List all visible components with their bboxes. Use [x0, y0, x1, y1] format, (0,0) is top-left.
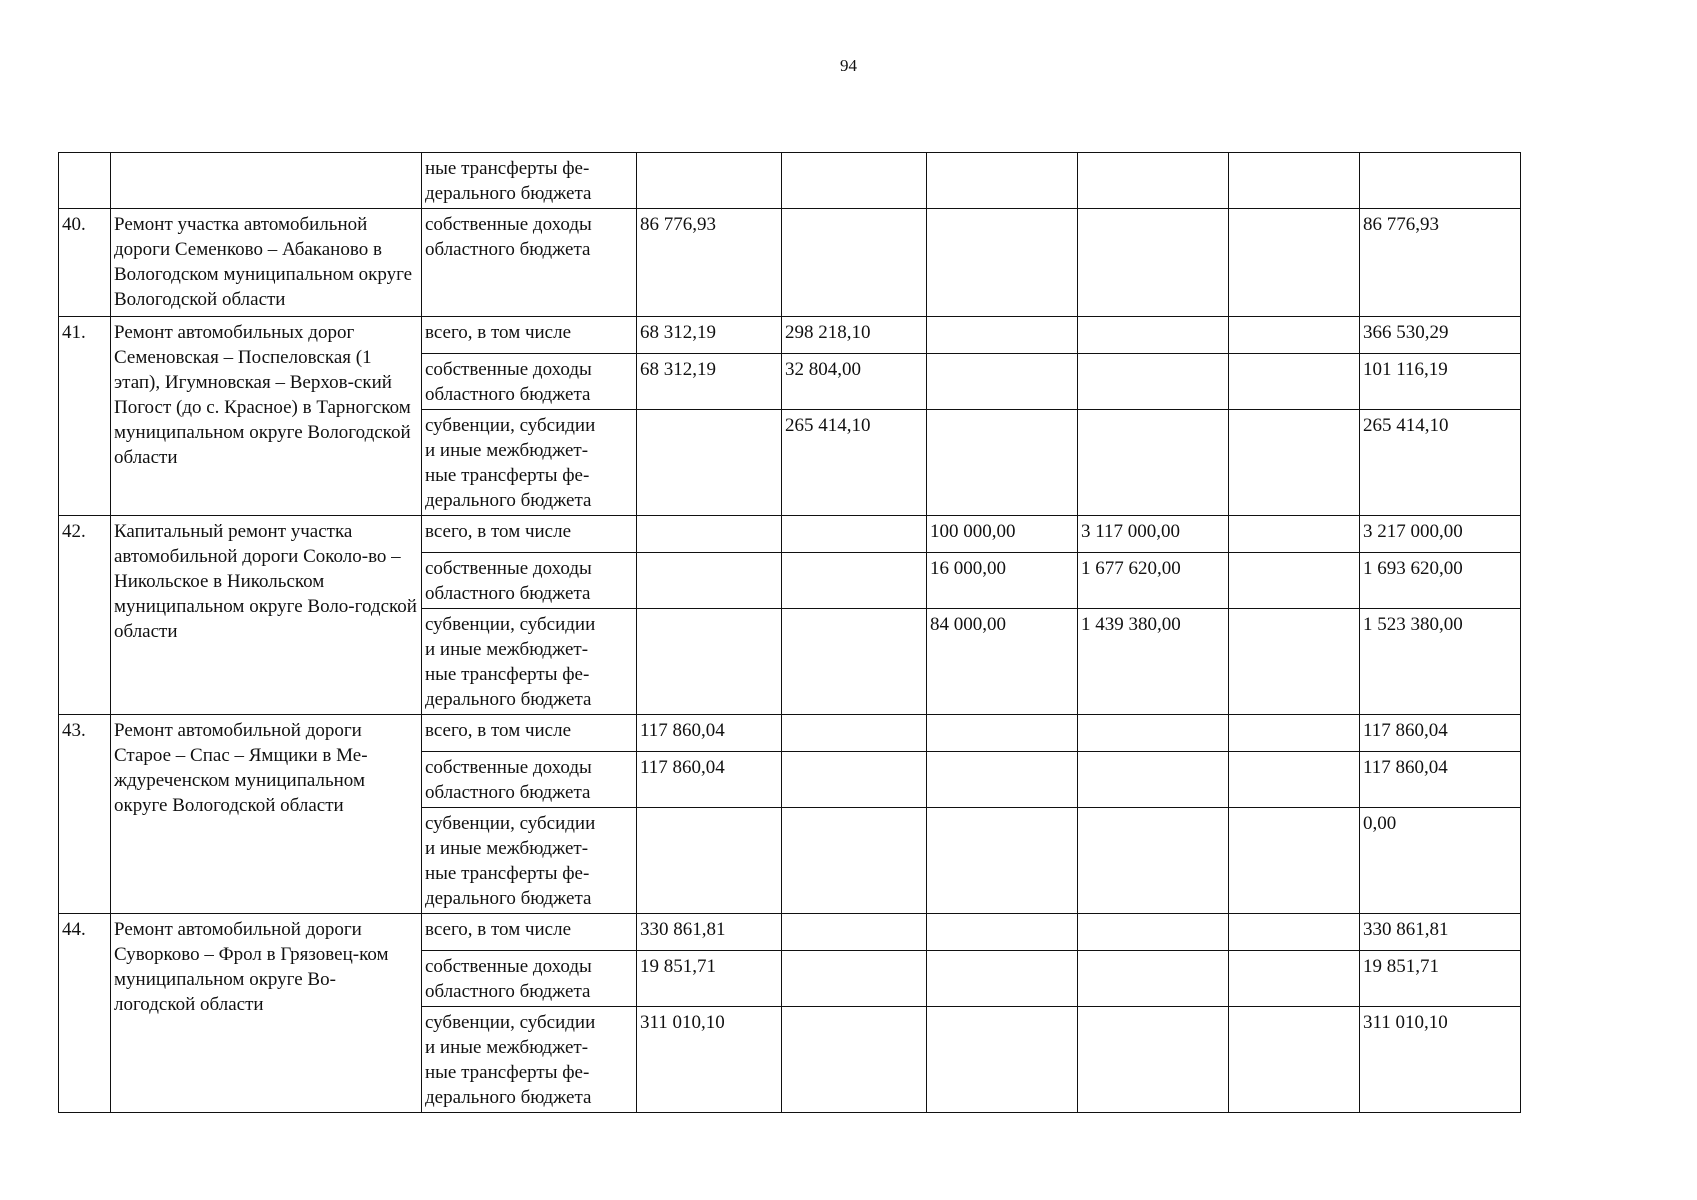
- amount-v4: [1078, 410, 1229, 516]
- amount-v2: [782, 752, 927, 808]
- table-row: [59, 715, 1521, 752]
- amount-v5: [1229, 317, 1360, 354]
- amount-v3: 84 000,00: [927, 609, 1078, 715]
- amount-v1: 311 010,10: [637, 1007, 782, 1113]
- amount-v4: [1078, 951, 1229, 1007]
- total-amount: 1 523 380,00: [1360, 609, 1521, 715]
- amount-v5: [1229, 951, 1360, 1007]
- amount-cell: [927, 153, 1078, 209]
- funding-source: всего, в том числе: [422, 715, 637, 752]
- amount-v5: [1229, 410, 1360, 516]
- page-number: 94: [840, 56, 857, 75]
- table-row: [59, 317, 1521, 354]
- amount-v1: 68 312,19: [637, 354, 782, 410]
- amount-cell: [782, 153, 927, 209]
- project-name: Капитальный ремонт участка автомобильной дороги Соколо-во – Никольское в Никольском муниципальном округе Воло-годской области: [111, 516, 422, 715]
- total-amount: 19 851,71: [1360, 951, 1521, 1007]
- funding-source: субвенции, субсидии и иные межбюджет- ные трансферты фе- дерального бюджета: [422, 410, 637, 516]
- funding-source: всего, в том числе: [422, 914, 637, 951]
- table-body: [59, 153, 1521, 1113]
- funding-source: всего, в том числе: [422, 516, 637, 553]
- amount-v5: [1229, 1007, 1360, 1113]
- amount-cell: [1078, 153, 1229, 209]
- amount-v1: 68 312,19: [637, 317, 782, 354]
- amount-v1: 117 860,04: [637, 752, 782, 808]
- amount-v5: [1229, 914, 1360, 951]
- funding-source-cell: ные трансферты фе- дерального бюджета: [422, 153, 637, 209]
- funding-source: собственные доходы областного бюджета: [422, 354, 637, 410]
- amount-v4: [1078, 808, 1229, 914]
- amount-v2: [782, 951, 927, 1007]
- amount-v3: [927, 317, 1078, 354]
- amount-v2: [782, 516, 927, 553]
- amount-v5: [1229, 752, 1360, 808]
- amount-v2: [782, 914, 927, 951]
- project-name: Ремонт участка автомобильной дороги Семенково – Абаканово в Вологодском муниципальном округе Вологодской области: [111, 209, 422, 317]
- row-number: 42.: [59, 516, 111, 715]
- project-name: Ремонт автомобильной дороги Старое – Спас – Ямщики в Ме-ждуреченском муниципальном округе Вологодской области: [111, 715, 422, 914]
- amount-v2: 265 414,10: [782, 410, 927, 516]
- amount-v5: [1229, 209, 1360, 317]
- project-name: Ремонт автомобильных дорог Семеновская – Поспеловская (1 этап), Игумновская – Верхов-ский Погост (до с. Красное) в Тарногском муниципальном округе Вологодской области: [111, 317, 422, 516]
- total-amount: 366 530,29: [1360, 317, 1521, 354]
- amount-v2: [782, 609, 927, 715]
- row-number: 43.: [59, 715, 111, 914]
- project-name: Ремонт автомобильной дороги Суворково – Фрол в Грязовец-ком муниципальном округе Во-логодской области: [111, 914, 422, 1113]
- amount-v2: [782, 553, 927, 609]
- amount-v2: 298 218,10: [782, 317, 927, 354]
- amount-v1: 19 851,71: [637, 951, 782, 1007]
- amount-v3: [927, 808, 1078, 914]
- amount-v4: [1078, 752, 1229, 808]
- total-amount: 311 010,10: [1360, 1007, 1521, 1113]
- total-amount: 0,00: [1360, 808, 1521, 914]
- amount-v5: [1229, 808, 1360, 914]
- amount-v4: [1078, 1007, 1229, 1113]
- amount-v4: [1078, 317, 1229, 354]
- amount-cell: [637, 153, 782, 209]
- row-number: 41.: [59, 317, 111, 516]
- amount-v5: [1229, 609, 1360, 715]
- amount-v3: 100 000,00: [927, 516, 1078, 553]
- funding-source: субвенции, субсидии и иные межбюджет- ные трансферты фе- дерального бюджета: [422, 1007, 637, 1113]
- amount-v5: [1229, 516, 1360, 553]
- amount-v2: [782, 715, 927, 752]
- total-amount: 117 860,04: [1360, 752, 1521, 808]
- amount-v4: 3 117 000,00: [1078, 516, 1229, 553]
- amount-v3: [927, 209, 1078, 317]
- row-number: 44.: [59, 914, 111, 1113]
- amount-v3: [927, 914, 1078, 951]
- amount-v1: 117 860,04: [637, 715, 782, 752]
- amount-v1: [637, 553, 782, 609]
- amount-v1: 330 861,81: [637, 914, 782, 951]
- funding-source: собственные доходы областного бюджета: [422, 553, 637, 609]
- funding-source: собственные доходы областного бюджета: [422, 752, 637, 808]
- amount-v3: [927, 1007, 1078, 1113]
- amount-v2: [782, 1007, 927, 1113]
- total-amount: 265 414,10: [1360, 410, 1521, 516]
- amount-v3: [927, 410, 1078, 516]
- amount-v2: [782, 209, 927, 317]
- funding-source: субвенции, субсидии и иные межбюджет- ные трансферты фе- дерального бюджета: [422, 808, 637, 914]
- funding-source: субвенции, субсидии и иные межбюджет- ные трансферты фе- дерального бюджета: [422, 609, 637, 715]
- amount-cell: [1229, 153, 1360, 209]
- amount-v3: 16 000,00: [927, 553, 1078, 609]
- amount-v2: 32 804,00: [782, 354, 927, 410]
- table-row: [59, 516, 1521, 553]
- amount-v4: 1 439 380,00: [1078, 609, 1229, 715]
- total-amount: 330 861,81: [1360, 914, 1521, 951]
- row-number: 40.: [59, 209, 111, 317]
- total-amount: 86 776,93: [1360, 209, 1521, 317]
- total-amount: 3 217 000,00: [1360, 516, 1521, 553]
- project-name-cell: [111, 153, 422, 209]
- amount-v4: [1078, 209, 1229, 317]
- table-row: [59, 914, 1521, 951]
- total-amount: 101 116,19: [1360, 354, 1521, 410]
- amount-v1: [637, 808, 782, 914]
- amount-v5: [1229, 553, 1360, 609]
- table-row: [59, 209, 1521, 317]
- funding-source: собственные доходы областного бюджета: [422, 209, 637, 317]
- amount-v1: 86 776,93: [637, 209, 782, 317]
- continuation-row: [59, 153, 1521, 209]
- amount-v4: 1 677 620,00: [1078, 553, 1229, 609]
- amount-v2: [782, 808, 927, 914]
- amount-v1: [637, 516, 782, 553]
- amount-cell: [1360, 153, 1521, 209]
- amount-v3: [927, 752, 1078, 808]
- amount-v5: [1229, 354, 1360, 410]
- row-number-cell: [59, 153, 111, 209]
- funding-source: собственные доходы областного бюджета: [422, 951, 637, 1007]
- amount-v4: [1078, 354, 1229, 410]
- amount-v3: [927, 715, 1078, 752]
- budget-table: [58, 152, 1521, 1113]
- total-amount: 1 693 620,00: [1360, 553, 1521, 609]
- funding-source: всего, в том числе: [422, 317, 637, 354]
- amount-v5: [1229, 715, 1360, 752]
- total-amount: 117 860,04: [1360, 715, 1521, 752]
- amount-v1: [637, 410, 782, 516]
- amount-v1: [637, 609, 782, 715]
- amount-v3: [927, 951, 1078, 1007]
- amount-v3: [927, 354, 1078, 410]
- amount-v4: [1078, 914, 1229, 951]
- amount-v4: [1078, 715, 1229, 752]
